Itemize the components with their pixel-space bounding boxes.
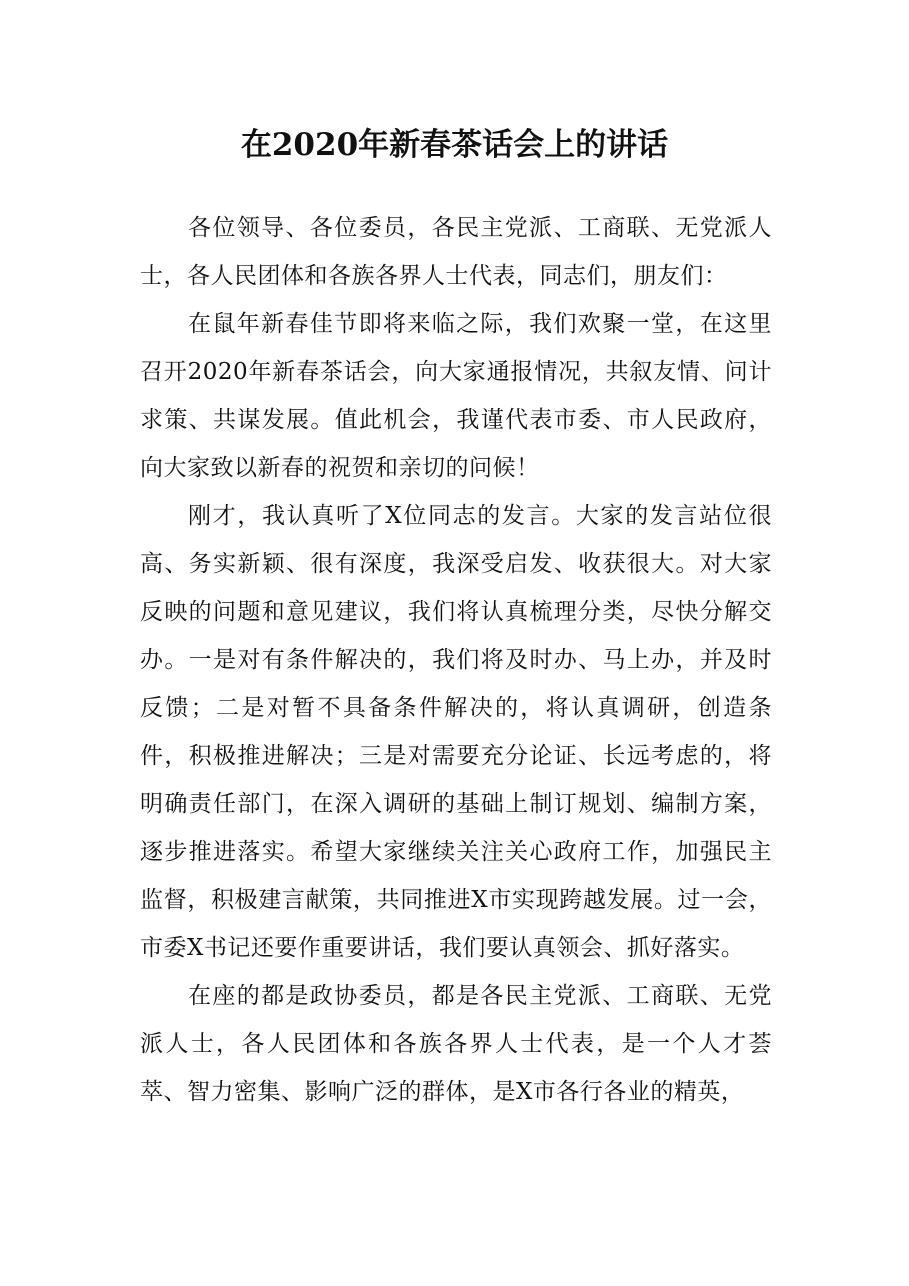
- paragraph-greeting: 在鼠年新春佳节即将来临之际，我们欢聚一堂，在这里召开2020年新春茶话会，向大家通报情况，共叙友情、问计求策、共谋发展。值此机会，我谨代表市委、市人民政府，向大家致以新春的祝贺和亲切的问候！: [140, 311, 772, 481]
- document-body: [140, 204, 772, 1116]
- document-title: 在2020年新春茶话会上的讲话: [240, 127, 669, 163]
- paragraph-salutation: 各位领导、各位委员，各民主党派、工商联、无党派人士，各人民团体和各族各界人士代表，同志们，朋友们：: [140, 215, 772, 289]
- paragraph-response: 刚才，我认真听了X位同志的发言。大家的发言站位很高、务实新颖、很有深度，我深受启发、收获很大。对大家反映的问题和意见建议，我们将认真梳理分类，尽快分解交办。一是对有条件解决的，我们将及时办、马上办，并及时反馈；二是对暂不具备条件解决的，将认真调研，创造条件，积极推进解决；三是对需要充分论证、长远考虑的，将明确责任部门，在深入调研的基础上制订规划、编制方案，逐步推进落实。希望大家继续关注关心政府工作，加强民主监督，积极建言献策，共同推进X市实现跨越发展。过一会，市委X书记还要作重要讲话，我们要认真领会、抓好落实。: [140, 503, 772, 961]
- paragraph-members: 在座的都是政协委员，都是各民主党派、工商联、无党派人士，各人民团体和各族各界人士代表，是一个人才荟萃、智力密集、影响广泛的群体，是X市各行各业的精英，: [140, 983, 772, 1105]
